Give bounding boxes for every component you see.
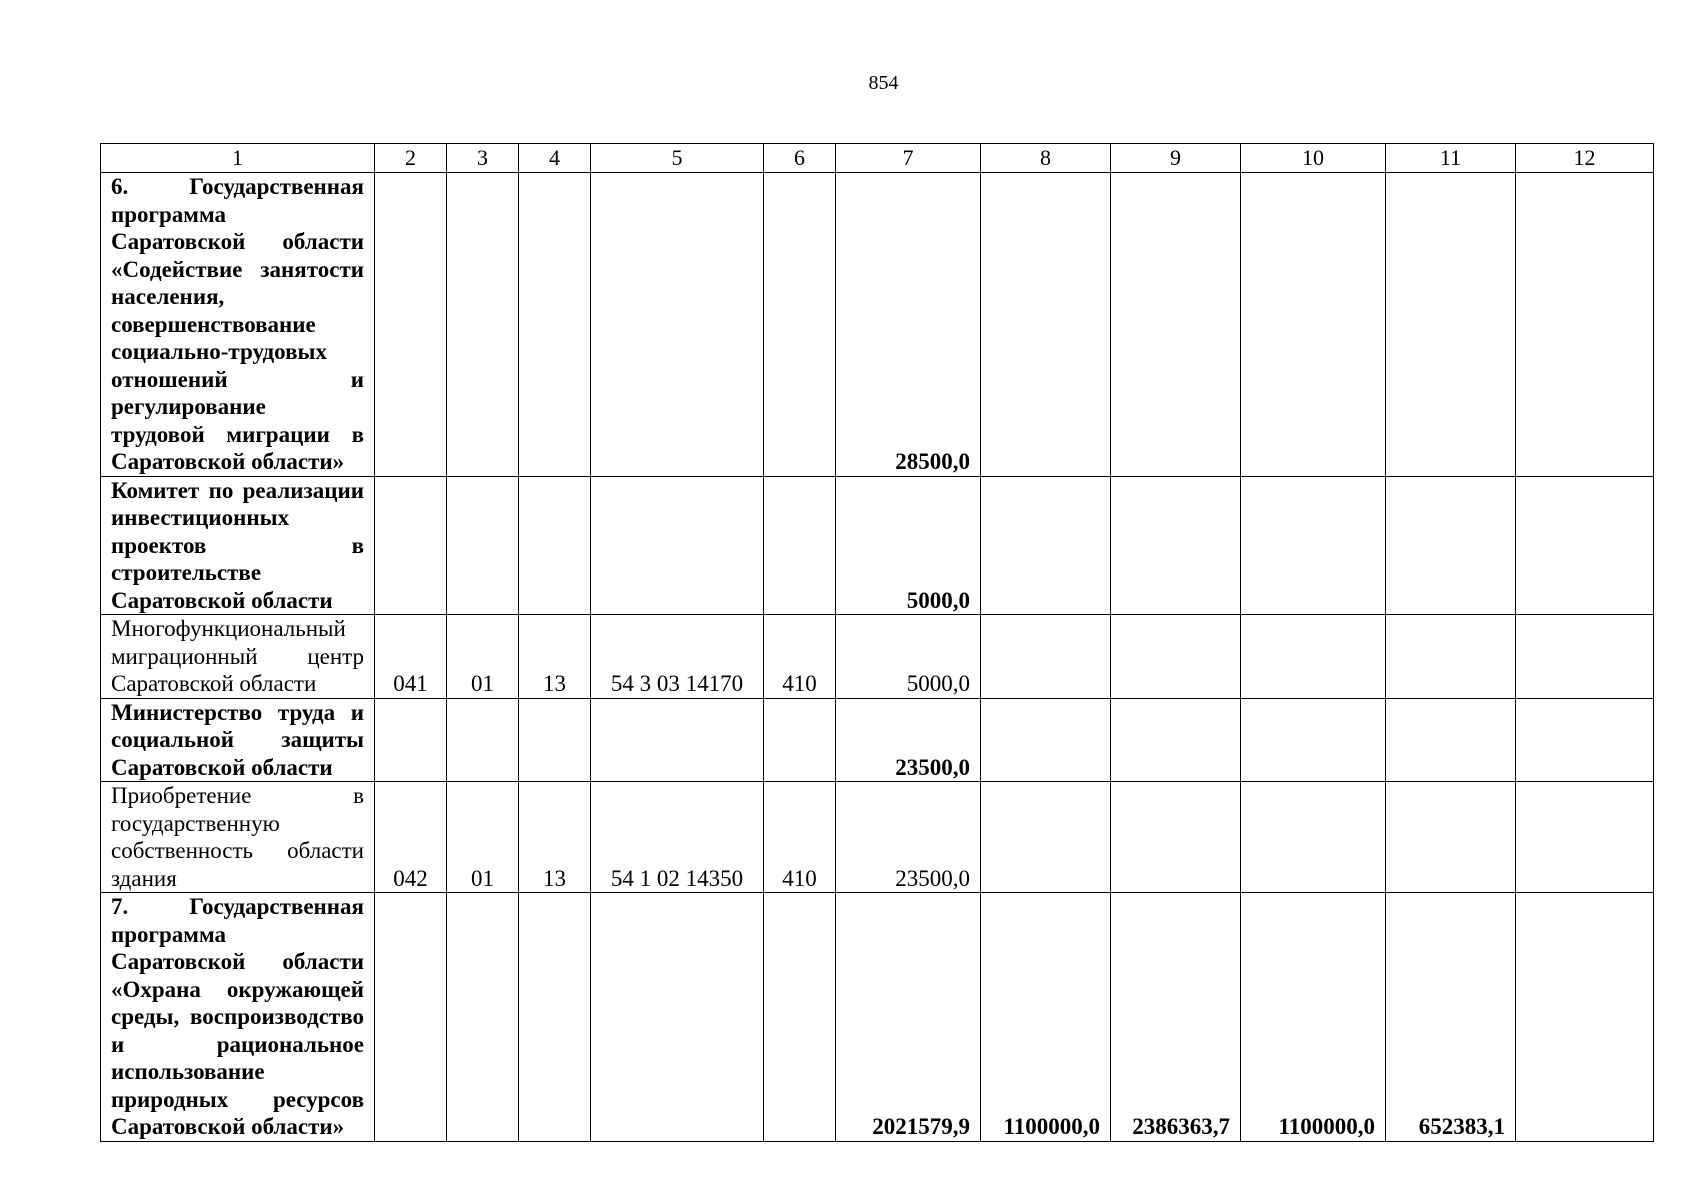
table-row <box>101 782 1654 893</box>
cell-amount <box>1241 173 1386 477</box>
table-row <box>101 698 1654 782</box>
cell-amount <box>981 698 1111 782</box>
table-row <box>101 173 1654 477</box>
cell-expense-type <box>764 893 836 1142</box>
cell-section <box>447 893 519 1142</box>
cell-amount: 652383,1 <box>1386 893 1516 1142</box>
cell-amount: 1100000,0 <box>981 893 1111 1142</box>
row-name: 6. Государственная программа Саратовской области «Содействие занятости населения, совершенствование социально-трудовых отношений и регулирование трудовой миграции в Саратовской области» <box>101 173 375 477</box>
cell-amount <box>981 173 1111 477</box>
cell-expense-type <box>764 476 836 615</box>
row-name: Комитет по реализации инвестиционных проектов в строительстве Саратовской области <box>101 476 375 615</box>
cell-subsection <box>519 698 591 782</box>
cell-section <box>447 698 519 782</box>
column-header: 5 <box>591 144 764 173</box>
cell-expense-type: 410 <box>764 782 836 893</box>
column-header: 7 <box>836 144 981 173</box>
column-header: 9 <box>1111 144 1241 173</box>
header-row <box>101 144 1654 173</box>
row-name: Приобретение в государственную собственность области здания <box>101 782 375 893</box>
cell-ministry-code: 042 <box>375 782 447 893</box>
table-row <box>101 893 1654 1142</box>
cell-subsection: 13 <box>519 615 591 699</box>
column-header: 1 <box>101 144 375 173</box>
column-header: 6 <box>764 144 836 173</box>
row-name: Многофункциональный миграционный центр Саратовской области <box>101 615 375 699</box>
cell-expense-type <box>764 173 836 477</box>
cell-expense-type: 410 <box>764 615 836 699</box>
cell-amount: 2386363,7 <box>1111 893 1241 1142</box>
cell-expense-type <box>764 698 836 782</box>
cell-amount <box>1241 698 1386 782</box>
cell-amount: 1100000,0 <box>1241 893 1386 1142</box>
cell-amount <box>1516 476 1654 615</box>
cell-amount <box>1516 782 1654 893</box>
cell-subsection: 13 <box>519 782 591 893</box>
cell-amount <box>1111 476 1241 615</box>
cell-subsection <box>519 893 591 1142</box>
cell-ministry-code: 041 <box>375 615 447 699</box>
cell-section <box>447 173 519 477</box>
cell-amount <box>1241 782 1386 893</box>
cell-target-article: 54 1 02 14350 <box>591 782 764 893</box>
cell-target-article <box>591 173 764 477</box>
row-name: Министерство труда и социальной защиты Саратовской области <box>101 698 375 782</box>
column-header: 10 <box>1241 144 1386 173</box>
cell-target-article <box>591 476 764 615</box>
cell-subsection <box>519 476 591 615</box>
cell-amount <box>981 615 1111 699</box>
cell-amount: 2021579,9 <box>836 893 981 1142</box>
cell-amount <box>1111 698 1241 782</box>
cell-amount <box>1516 173 1654 477</box>
cell-section <box>447 476 519 615</box>
page-number: 854 <box>868 72 899 94</box>
cell-ministry-code <box>375 893 447 1142</box>
cell-subsection <box>519 173 591 477</box>
cell-amount: 23500,0 <box>836 782 981 893</box>
cell-ministry-code <box>375 698 447 782</box>
column-header: 8 <box>981 144 1111 173</box>
cell-amount <box>1241 476 1386 615</box>
cell-amount <box>1386 698 1516 782</box>
cell-amount <box>1111 782 1241 893</box>
column-header: 12 <box>1516 144 1654 173</box>
cell-amount <box>981 782 1111 893</box>
column-header: 4 <box>519 144 591 173</box>
cell-amount <box>1386 173 1516 477</box>
cell-amount: 28500,0 <box>836 173 981 477</box>
cell-amount: 23500,0 <box>836 698 981 782</box>
cell-amount <box>1516 893 1654 1142</box>
cell-ministry-code <box>375 173 447 477</box>
row-name: 7. Государственная программа Саратовской области «Охрана окружающей среды, воспроизводство и рациональное использование природных ресурсов Саратовской области» <box>101 893 375 1142</box>
cell-target-article: 54 3 03 14170 <box>591 615 764 699</box>
table-row <box>101 476 1654 615</box>
cell-amount <box>1516 698 1654 782</box>
cell-amount <box>1111 173 1241 477</box>
cell-target-article <box>591 698 764 782</box>
cell-amount: 5000,0 <box>836 615 981 699</box>
cell-amount: 5000,0 <box>836 476 981 615</box>
cell-section: 01 <box>447 615 519 699</box>
table-row <box>101 615 1654 699</box>
cell-amount <box>1111 615 1241 699</box>
cell-target-article <box>591 893 764 1142</box>
cell-section: 01 <box>447 782 519 893</box>
cell-ministry-code <box>375 476 447 615</box>
cell-amount <box>981 476 1111 615</box>
column-header: 11 <box>1386 144 1516 173</box>
column-header: 2 <box>375 144 447 173</box>
cell-amount <box>1386 615 1516 699</box>
budget-table <box>100 143 1654 1142</box>
cell-amount <box>1386 476 1516 615</box>
column-header: 3 <box>447 144 519 173</box>
cell-amount <box>1241 615 1386 699</box>
cell-amount <box>1386 782 1516 893</box>
cell-amount <box>1516 615 1654 699</box>
